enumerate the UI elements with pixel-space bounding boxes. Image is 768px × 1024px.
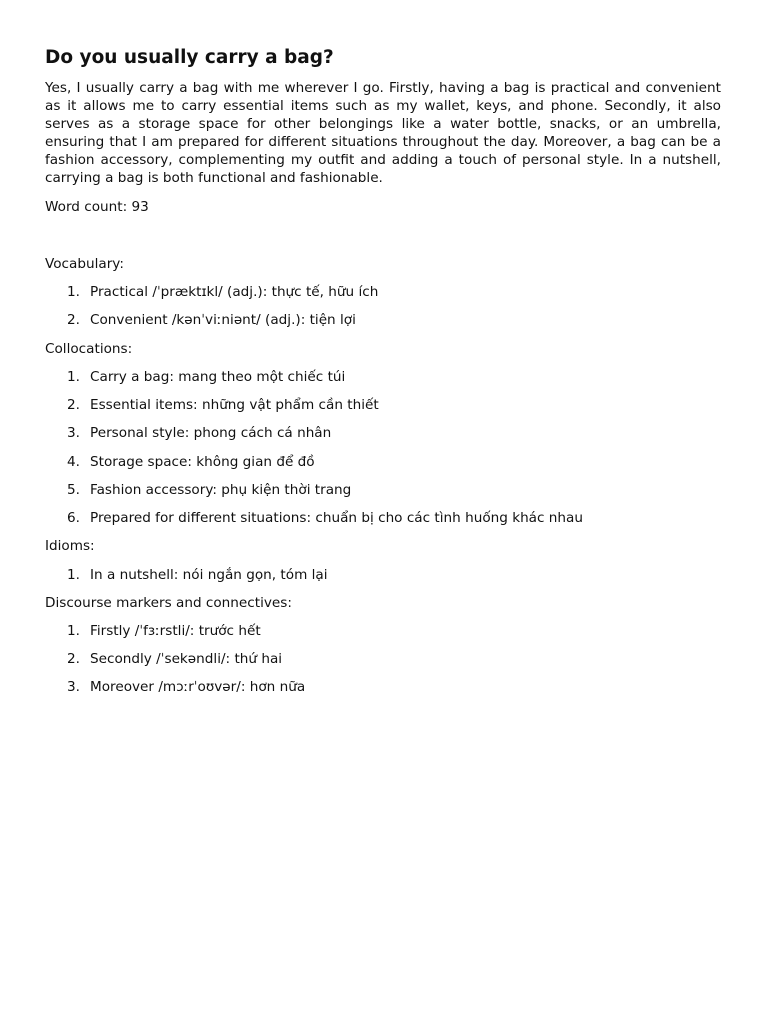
discourse-heading: Discourse markers and connectives: <box>45 595 292 611</box>
collocation-item <box>67 424 331 442</box>
collocations-heading: Collocations: <box>45 341 133 357</box>
list-text: Convenient /kənˈviːniənt/ (adj.): tiện lợi <box>90 312 356 328</box>
list-text: Personal style: phong cách cá nhân <box>90 425 332 441</box>
collocation-item <box>67 396 379 414</box>
list-text: Moreover /mɔːrˈoʊvər/: hơn nữa <box>90 679 306 695</box>
list-number: 1. <box>67 369 80 385</box>
page-title: Do you usually carry a bag? <box>45 47 334 68</box>
vocabulary-item <box>67 283 378 301</box>
list-number: 2. <box>67 397 80 413</box>
list-number: 3. <box>67 425 80 441</box>
list-text: In a nutshell: nói ngắn gọn, tóm lại <box>90 567 328 583</box>
list-number: 6. <box>67 510 80 526</box>
list-text: Practical /ˈpræktɪkl/ (adj.): thực tế, hữu ích <box>90 284 379 300</box>
list-text: Prepared for different situations: chuẩn bị cho các tình huống khác nhau <box>90 510 583 526</box>
word-count: Word count: 93 <box>45 199 149 215</box>
collocation-item <box>67 481 351 499</box>
list-number: 2. <box>67 312 80 328</box>
discourse-item <box>67 650 282 668</box>
list-text: Fashion accessory: phụ kiện thời trang <box>90 482 352 498</box>
list-number: 1. <box>67 284 80 300</box>
answer-paragraph: Yes, I usually carry a bag with me wherever I go. Firstly, having a bag is practical and convenient as it allows me to carry essential items such as my wallet, keys, and phone. Secondly, it also serves as a storage space for other belongings like a water bottle, snacks, or an umbrella, ensuring that I am prepared for different situations throughout the day. Moreover, a bag can be a fashion accessory, complementing my outfit and adding a touch of personal style. In a nutshell, carrying a bag is both functional and fashionable. <box>45 80 721 186</box>
list-number: 1. <box>67 567 80 583</box>
list-number: 1. <box>67 623 80 639</box>
list-text: Carry a bag: mang theo một chiếc túi <box>90 369 346 385</box>
list-number: 3. <box>67 679 80 695</box>
collocation-item <box>67 509 583 527</box>
list-number: 4. <box>67 454 80 470</box>
vocabulary-heading: Vocabulary: <box>45 256 124 272</box>
collocation-item <box>67 453 315 471</box>
list-number: 2. <box>67 651 80 667</box>
collocation-item <box>67 368 345 386</box>
idioms-heading: Idioms: <box>45 538 95 554</box>
discourse-item <box>67 678 305 696</box>
idiom-item <box>67 566 328 584</box>
list-text: Secondly /ˈsekəndli/: thứ hai <box>90 651 283 667</box>
list-text: Storage space: không gian để đồ <box>90 454 315 470</box>
list-text: Essential items: những vật phẩm cần thiết <box>90 397 379 413</box>
list-number: 5. <box>67 482 80 498</box>
list-text: Firstly /ˈfɜːrstli/: trước hết <box>90 623 261 639</box>
vocabulary-item <box>67 311 356 329</box>
discourse-item <box>67 622 261 640</box>
